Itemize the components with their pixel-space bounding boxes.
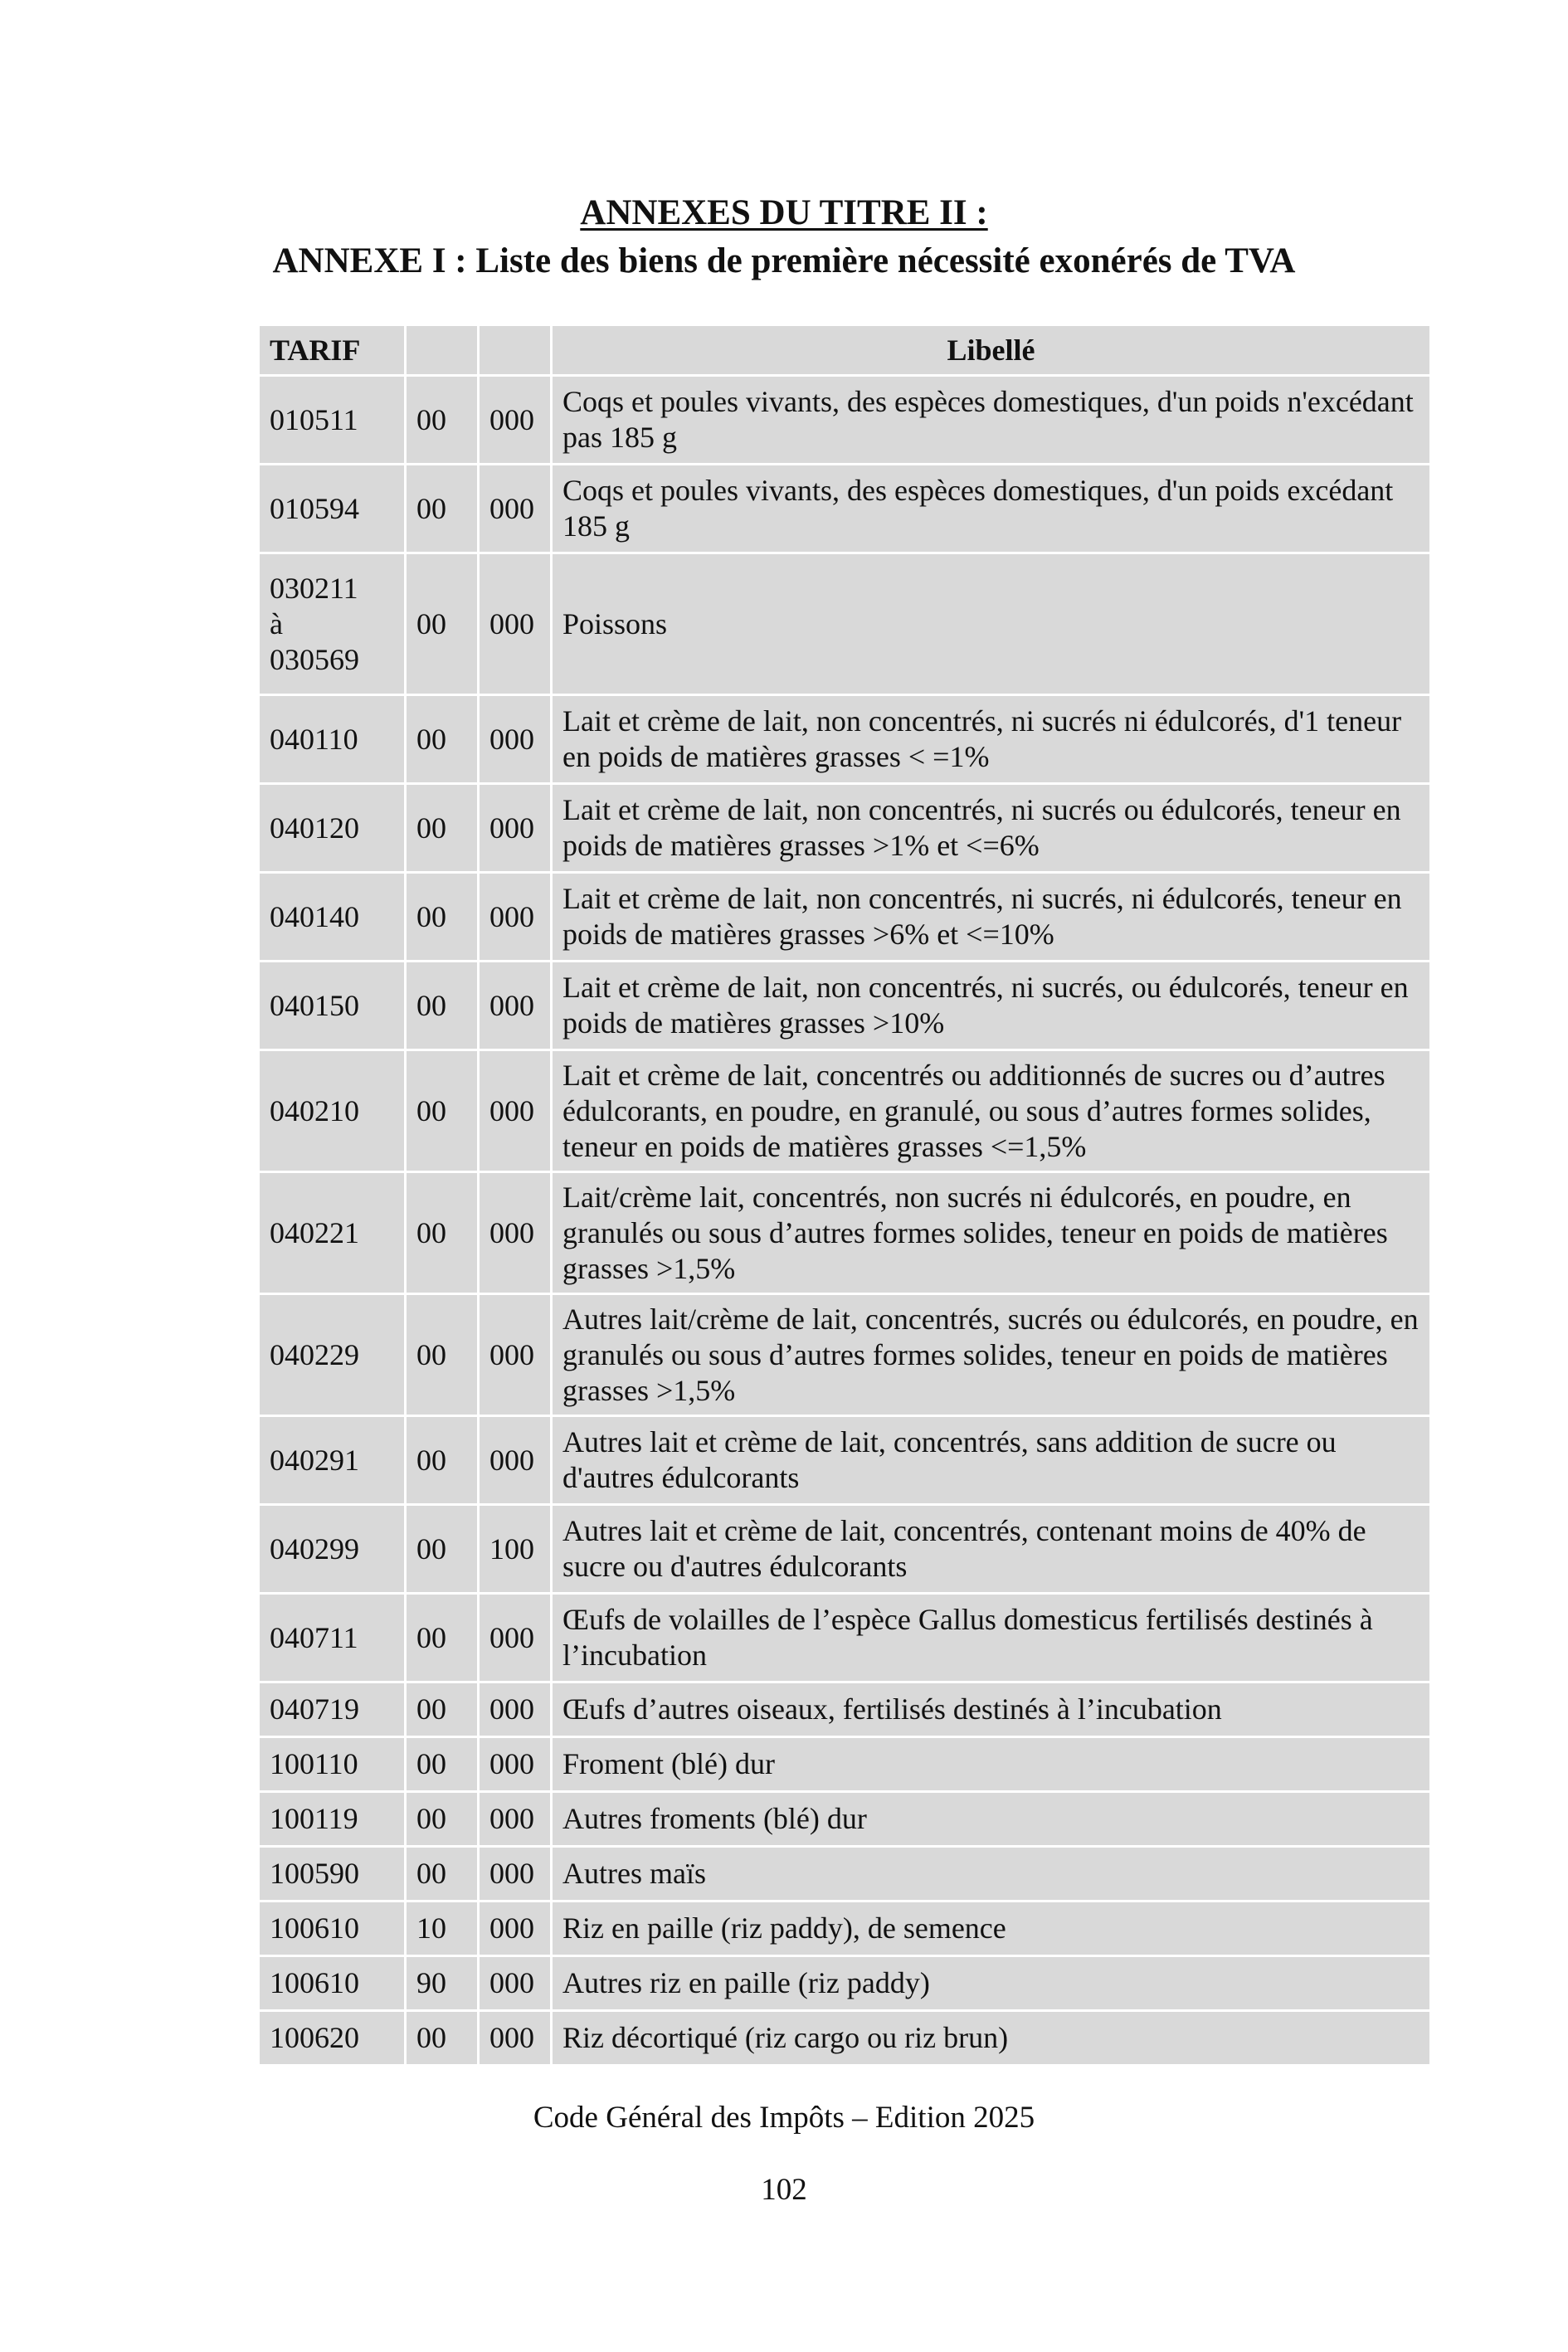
table-row [259, 1505, 1431, 1594]
libelle-cell: Œufs de volailles de l’espèce Gallus domesticus fertilisés destinés à l’incubation [552, 1594, 1431, 1682]
tarif-ext-code: 000 [479, 1594, 552, 1682]
libelle-cell: Coqs et poules vivants, des espèces domestiques, d'un poids n'excédant pas 185 g [552, 376, 1431, 465]
tarif-ext-code: 000 [479, 1172, 552, 1294]
libelle-cell: Autres lait et crème de lait, concentrés, contenant moins de 40% de sucre ou d'autres édulcorants [552, 1505, 1431, 1594]
tarif-ext-code: 000 [479, 784, 552, 873]
table-row [259, 873, 1431, 962]
tarif-sub-code: 00 [406, 1792, 479, 1847]
table-row [259, 1416, 1431, 1505]
tarif-ext-code: 000 [479, 1416, 552, 1505]
table-row [259, 1792, 1431, 1847]
table-row [259, 1294, 1431, 1416]
tarif-code: 100119 [259, 1792, 406, 1847]
tarif-sub-code: 00 [406, 784, 479, 873]
libelle-cell: Coqs et poules vivants, des espèces domestiques, d'un poids excédant 185 g [552, 465, 1431, 553]
table-row [259, 1172, 1431, 1294]
tarif-sub-code: 00 [406, 376, 479, 465]
tarif-code: 040711 [259, 1594, 406, 1682]
tarif-sub-code: 00 [406, 1294, 479, 1416]
table-row [259, 1902, 1431, 1956]
tarif-code: 040221 [259, 1172, 406, 1294]
tarif-ext-code: 000 [479, 1294, 552, 1416]
libelle-cell: Œufs d’autres oiseaux, fertilisés destinés à l’incubation [552, 1682, 1431, 1737]
libelle-cell: Riz décortiqué (riz cargo ou riz brun) [552, 2011, 1431, 2066]
annex-title: ANNEXES DU TITRE II : [580, 193, 988, 232]
tarif-sub-code: 00 [406, 1050, 479, 1172]
tarif-ext-code: 000 [479, 1847, 552, 1902]
tarif-ext-code: 000 [479, 1956, 552, 2011]
tarif-sub-code: 00 [406, 695, 479, 784]
page-title [0, 189, 1568, 285]
footer-edition: Code Général des Impôts – Edition 2025 [533, 2101, 1035, 2135]
libelle-cell: Autres froments (blé) dur [552, 1792, 1431, 1847]
tarif-code: 040291 [259, 1416, 406, 1505]
tarif-sub-code: 00 [406, 465, 479, 553]
tarif-code: 010511 [259, 376, 406, 465]
table-row [259, 1594, 1431, 1682]
tarif-code: 100610 [259, 1956, 406, 2011]
tarif-sub-code: 00 [406, 873, 479, 962]
tarif-sub-code: 00 [406, 1737, 479, 1792]
libelle-cell: Autres riz en paille (riz paddy) [552, 1956, 1431, 2011]
tarif-code: 040140 [259, 873, 406, 962]
tarif-ext-code: 000 [479, 695, 552, 784]
tarif-sub-code: 00 [406, 1505, 479, 1594]
tarif-code: 100620 [259, 2011, 406, 2066]
libelle-cell: Autres maïs [552, 1847, 1431, 1902]
table-row [259, 2011, 1431, 2066]
libelle-cell: Autres lait et crème de lait, concentrés, sans addition de sucre ou d'autres édulcorants [552, 1416, 1431, 1505]
libelle-cell: Lait/crème lait, concentrés, non sucrés ni édulcorés, en poudre, en granulés ou sous d’autres formes solides, teneur en poids de matières grasses >1,5% [552, 1172, 1431, 1294]
header-tarif: TARIF [259, 325, 406, 376]
table-row [259, 1682, 1431, 1737]
tarif-ext-code: 000 [479, 2011, 552, 2066]
tarif-ext-code: 000 [479, 873, 552, 962]
tarif-code: 100610 [259, 1902, 406, 1956]
tarif-ext-code: 000 [479, 1737, 552, 1792]
table-row [259, 784, 1431, 873]
table-header-row [259, 325, 1431, 376]
tarif-sub-code: 00 [406, 1416, 479, 1505]
tarif-ext-code: 000 [479, 465, 552, 553]
libelle-cell: Riz en paille (riz paddy), de semence [552, 1902, 1431, 1956]
tarif-code: 040210 [259, 1050, 406, 1172]
libelle-cell: Lait et crème de lait, concentrés ou additionnés de sucres ou d’autres édulcorants, en poudre, en granulé, ou sous d’autres formes solides, teneur en poids de matières grasses <=1,5% [552, 1050, 1431, 1172]
header-ext [479, 325, 552, 376]
libelle-cell: Lait et crème de lait, non concentrés, ni sucrés, ou édulcorés, teneur en poids de matières grasses >10% [552, 962, 1431, 1050]
libelle-cell: Lait et crème de lait, non concentrés, ni sucrés, ni édulcorés, teneur en poids de matières grasses >6% et <=10% [552, 873, 1431, 962]
tarif-ext-code: 100 [479, 1505, 552, 1594]
table-row [259, 376, 1431, 465]
tarif-sub-code: 00 [406, 1594, 479, 1682]
tarif-ext-code: 000 [479, 1902, 552, 1956]
tarif-code: 040120 [259, 784, 406, 873]
page-number: 102 [761, 2173, 807, 2207]
annex-subtitle: ANNEXE I : Liste des biens de première nécessité exonérés de TVA [272, 241, 1296, 280]
tarif-ext-code: 000 [479, 553, 552, 695]
table-body [259, 376, 1431, 2066]
tarif-sub-code: 90 [406, 1956, 479, 2011]
tarif-code: 100590 [259, 1847, 406, 1902]
tarif-sub-code: 10 [406, 1902, 479, 1956]
tarif-code: 040110 [259, 695, 406, 784]
tarif-code: 040150 [259, 962, 406, 1050]
tarif-ext-code: 000 [479, 376, 552, 465]
table-row [259, 1050, 1431, 1172]
tarif-sub-code: 00 [406, 1172, 479, 1294]
tarif-ext-code: 000 [479, 962, 552, 1050]
tarif-sub-code: 00 [406, 2011, 479, 2066]
tarif-ext-code: 000 [479, 1792, 552, 1847]
tarif-code: 100110 [259, 1737, 406, 1792]
libelle-cell: Poissons [552, 553, 1431, 695]
libelle-cell: Lait et crème de lait, non concentrés, ni sucrés ni édulcorés, d'1 teneur en poids de matières grasses < =1% [552, 695, 1431, 784]
tarif-ext-code: 000 [479, 1682, 552, 1737]
tarif-sub-code: 00 [406, 1682, 479, 1737]
header-libelle: Libellé [552, 325, 1431, 376]
tarif-code: 030211 à 030569 [259, 553, 406, 695]
tarif-sub-code: 00 [406, 1847, 479, 1902]
table-row [259, 553, 1431, 695]
tarif-code: 040719 [259, 1682, 406, 1737]
libelle-cell: Autres lait/crème de lait, concentrés, sucrés ou édulcorés, en poudre, en granulés ou sous d’autres formes solides, teneur en poids de matières grasses >1,5% [552, 1294, 1431, 1416]
table-row [259, 465, 1431, 553]
tarif-sub-code: 00 [406, 553, 479, 695]
table-row [259, 1847, 1431, 1902]
table-row [259, 1737, 1431, 1792]
libelle-cell: Froment (blé) dur [552, 1737, 1431, 1792]
table-row [259, 1956, 1431, 2011]
libelle-cell: Lait et crème de lait, non concentrés, ni sucrés ou édulcorés, teneur en poids de matières grasses >1% et <=6% [552, 784, 1431, 873]
table-row [259, 695, 1431, 784]
tarif-code: 010594 [259, 465, 406, 553]
header-sub [406, 325, 479, 376]
tarif-code: 040299 [259, 1505, 406, 1594]
tarif-sub-code: 00 [406, 962, 479, 1050]
tarif-code: 040229 [259, 1294, 406, 1416]
tariff-table [257, 324, 1432, 2067]
tarif-ext-code: 000 [479, 1050, 552, 1172]
table-row [259, 962, 1431, 1050]
